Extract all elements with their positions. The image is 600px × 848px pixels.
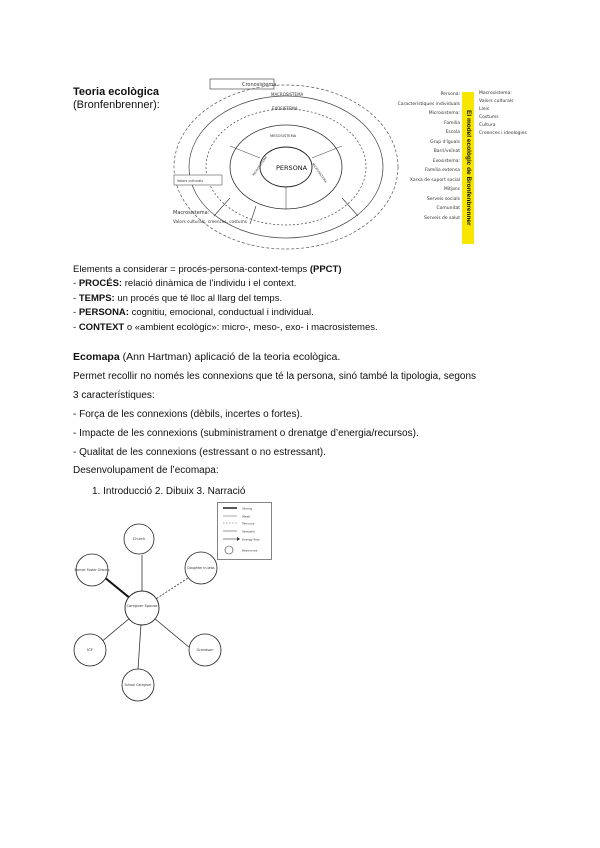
- persona-label: PERSONA: [276, 164, 308, 172]
- ppct-text: relació dinàmica de l’individu i el context.: [122, 278, 297, 289]
- macrosistema-label: MACROSISTEMA: [271, 92, 304, 97]
- legend-item: Strong: [242, 506, 252, 511]
- model-sidebar-label: El model ecològic de Bronfenbrenner: [462, 92, 474, 244]
- col2-3: Costums: [479, 115, 499, 120]
- section-subtitle: (Bronfenbrenner):: [73, 99, 160, 111]
- col2-0: Macrosistema:: [479, 91, 512, 96]
- ppct-text: un procés que té lloc al llarg del temps.: [114, 292, 283, 304]
- ecological-list-2: [479, 90, 539, 138]
- bullet-item: - Força de les connexions (dèbils, incertes o fortes).: [73, 409, 303, 420]
- legend-item: Resources: [242, 548, 258, 553]
- ppct-label: PERSONA:: [78, 307, 129, 318]
- ecological-model-diagram: [170, 76, 402, 254]
- macro-caption: Macrosistema:: [173, 210, 210, 216]
- col1-0: Persona:: [440, 92, 460, 97]
- col2-5: Creences i ideologies: [479, 131, 527, 136]
- legend-item: Energy flow: [242, 537, 260, 542]
- mesosistema-label: MESOSISTEMA: [270, 134, 297, 138]
- ecomapa-heading: [73, 350, 340, 365]
- ppct-item: - CONTEXT o «ambient ecològic»: micro-, meso-, exo- i macrosistemes.: [73, 321, 378, 333]
- legend-item: Weak: [242, 514, 251, 519]
- col2-1: Valors culturals: [479, 99, 514, 104]
- ecological-list-1: [388, 90, 460, 223]
- ecomap-node-label: Daughter In-laws: [187, 566, 215, 570]
- col1-5: Escola: [445, 130, 460, 135]
- col1-14: Comunitat: [436, 206, 460, 211]
- ppct-intro-text: Elements a considerar = procés-persona-context-temps: [73, 264, 310, 275]
- ecomap-center-node: [125, 591, 159, 625]
- macro-subcaption: Valors culturals, creences, costums: [173, 219, 247, 224]
- left-box-label: Valors culturals: [177, 179, 204, 183]
- ppct-label: CONTEXT: [78, 321, 125, 333]
- col2-4: Cultura: [479, 123, 496, 128]
- permet-text: Permet recollir no només les connexions que té la persona, sinó també la tipologia, segons: [73, 371, 477, 382]
- ecomap-node-label: Church: [132, 537, 146, 541]
- col1-15: Serveis de salut: [424, 215, 460, 221]
- ecomap-node-label: Former Foster Grandp: [74, 568, 110, 572]
- col1-10: Família extensa: [424, 168, 460, 173]
- ppct-text: cognitiu, emocional, conductual i individual.: [128, 307, 314, 318]
- bullet-item: - Qualitat de les connexions (estressant o no estressant).: [73, 447, 326, 458]
- micro-left-label: MICROSISTEMA: [251, 155, 269, 177]
- col1-6: Grup d'iguals: [430, 139, 460, 145]
- col1-7: Barri/veïnat: [433, 149, 460, 154]
- ppct-acronym: (PPCT): [309, 264, 342, 275]
- ecomap-legend: [217, 502, 272, 560]
- ecomapa-bold: Ecomapa: [73, 351, 120, 363]
- col1-13: Serveis socials: [426, 196, 460, 202]
- exosistema-label: EXOSISTEMA: [272, 106, 298, 111]
- ecomapa-rest: (Ann Hartman) aplicació de la teoria ecològica.: [119, 351, 341, 363]
- ppct-item: - PERSONA: cognitiu, emocional, conductual i individual.: [73, 307, 314, 318]
- cronosistema-label: Cronosistema: [242, 82, 277, 88]
- steps-text: 1. Introducció 2. Dibuix 3. Narració: [92, 486, 246, 497]
- ecomap-node-label: Grandson: [196, 648, 214, 652]
- ppct-intro: [73, 263, 342, 278]
- ppct-item: - TEMPS: un procés que té lloc al llarg del temps.: [73, 292, 283, 304]
- legend-item: Tenuous: [242, 521, 255, 526]
- ppct-text: o «ambient ecològic»: micro-, meso-, exo- i macrosistemes.: [124, 321, 378, 333]
- col1-11: Xarxa de suport social: [409, 177, 460, 183]
- col2-2: Lleis: [479, 107, 490, 112]
- micro-right-label: MICROSISTEMA: [311, 162, 328, 184]
- col1-9: Exosistema:: [432, 158, 460, 164]
- ppct-label: TEMPS:: [78, 292, 115, 304]
- bullet-item: - Impacte de les connexions (subministrament o drenatge d’energia/recursos).: [73, 428, 419, 439]
- col1-12: Mitjans: [443, 187, 460, 192]
- ecomap-center-label: Caregiver Spouse: [126, 604, 158, 608]
- ppct-label: PROCÉS:: [78, 278, 123, 289]
- section-title: Teoria ecològica: [73, 86, 159, 98]
- desenvol-text: Desenvolupament de l’ecomapa:: [73, 465, 219, 476]
- legend-item: Stressful: [242, 529, 256, 534]
- ecomap-node-label: ICF: [87, 647, 93, 652]
- col1-3: Microsistema:: [428, 111, 460, 116]
- caract-text: 3 característiques:: [73, 390, 155, 401]
- ecomap-node-label: School Caregiver: [124, 683, 152, 687]
- col1-4: Família: [444, 120, 460, 126]
- ppct-item: - PROCÉS: relació dinàmica de l’individu i el context.: [73, 278, 297, 289]
- col1-1: Característiques individuals: [397, 101, 460, 107]
